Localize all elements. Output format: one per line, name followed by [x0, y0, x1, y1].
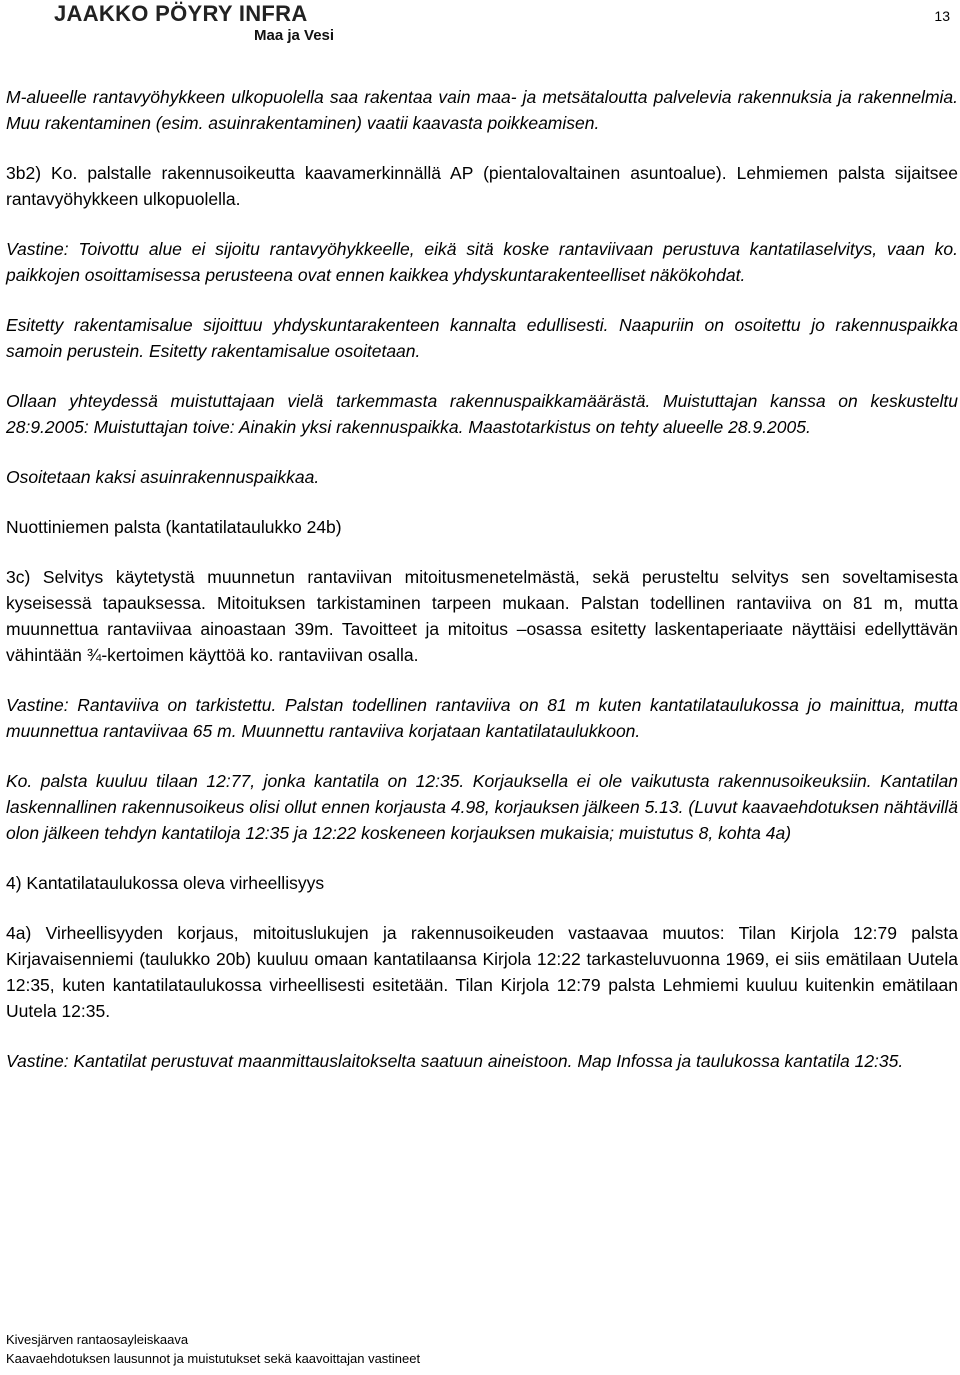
document-body: [6, 84, 958, 1098]
logo-division: Maa ja Vesi: [254, 27, 335, 44]
paragraph-2: 3b2) Ko. palstalle rakennusoikeutta kaavamerkinnällä AP (pientalovaltainen asuntoalue). Lehmiemen palsta sijaitsee rantavyöhykkeen ulkopuolella.: [6, 163, 958, 209]
page-footer: [6, 1330, 420, 1368]
paragraph-8: 3c) Selvitys käytetystä muunnetun rantaviivan mitoitusmenetelmästä, sekä perusteltu selvitys sen soveltamisesta kyseisessä tapauksessa. Mitoituksen tarkistaminen tarpeen mukaan. Palstan todellinen rantaviiva on 81 m, mutta muunnettua rantaviivaa ainoastaan 39m. Tavoitteet ja mitoitus –osassa esitetty laskentaperiaate näyttäisi edellyttävän vähintään ¾-kertoimen käyttöä ko. rantaviivan osalla.: [6, 567, 958, 665]
paragraph-13: Vastine: Kantatilat perustuvat maanmittauslaitokselta saatuun aineistoon. Map Infossa ja taulukossa kantatila 12:35.: [6, 1051, 904, 1071]
logo-company-name: JAAKKO PÖYRY INFRA: [54, 1, 308, 26]
paragraph-3: Vastine: Toivottu alue ei sijoitu rantavyöhykkeelle, eikä sitä koske rantaviivaan perustuva kantatilaselvitys, vaan ko. paikkojen osoittamisessa perusteena ovat ennen kaikkea yhdyskuntarakenteelliset näkökohdat.: [6, 239, 958, 285]
paragraph-4: Esitetty rakentamisalue sijoittuu yhdyskuntarakenteen kannalta edullisesti. Naapuriin on osoitettu jo rakennuspaikka samoin perustein. Esitetty rakentamisalue osoitetaan.: [6, 315, 958, 361]
paragraph-7: Nuottiniemen palsta (kantatilataulukko 24b): [6, 517, 342, 537]
paragraph-1: M-alueelle rantavyöhykkeen ulkopuolella saa rakentaa vain maa- ja metsätaloutta palvelevia rakennuksia ja rakennelmia. Muu rakentaminen (esim. asuinrakentaminen) vaatii kaavasta poikkeamisen.: [6, 87, 958, 133]
paragraph-5: Ollaan yhteydessä muistuttajaan vielä tarkemmasta rakennuspaikkamäärästä. Muistuttajan kanssa on keskusteltu 28:9.2005: Muistuttajan toive: Ainakin yksi rakennuspaikka. Maastotarkistus on tehty alueelle 28.9.2005.: [6, 391, 958, 437]
company-logo: [54, 1, 354, 44]
paragraph-9: Vastine: Rantaviiva on tarkistettu. Palstan todellinen rantaviiva on 81 m kuten kantatilataulukossa jo mainittua, mutta muunnettua rantaviivaa 65 m. Muunnettu rantaviiva korjataan kantatilataulukkoon.: [6, 695, 958, 741]
paragraph-11: 4) Kantatilataulukossa oleva virheellisyys: [6, 873, 325, 893]
page-number: 13: [934, 8, 950, 24]
footer-subtitle: Kaavaehdotuksen lausunnot ja muistutukset sekä kaavoittajan vastineet: [6, 1351, 421, 1366]
paragraph-6: Osoitetaan kaksi asuinrakennuspaikkaa.: [6, 467, 320, 487]
footer-title: Kivesjärven rantaosayleiskaava: [6, 1332, 189, 1347]
paragraph-12: 4a) Virheellisyyden korjaus, mitoituslukujen ja rakennusoikeuden vastaavaa muutos: Tilan Kirjola 12:79 palsta Kirjavaisenniemi (taulukko 20b) kuuluu omaan kantatilaansa Kirjola 12:22 tarkasteluvuonna 1969, ei siis emätilaan Uutela 12:35, kuten kantatilataulukossa virheellisesti esitetään. Tilan Kirjola 12:79 palsta Lehmiemi kuuluu kuitenkin emätilaan Uutela 12:35.: [6, 923, 958, 1021]
paragraph-10: Ko. palsta kuuluu tilaan 12:77, jonka kantatila on 12:35. Korjauksella ei ole vaikutusta rakennusoikeuksiin. Kantatilan laskennallinen rakennusoikeus olisi ollut ennen korjausta 4.98, korjauksen jälkeen 5.13. (Luvut kaavaehdotuksen nähtävillä olon jälkeen tehdyn kantatiloja 12:35 ja 12:22 koskeneen korjauksen mukaisia; muistutus 8, kohta 4a): [6, 771, 958, 843]
